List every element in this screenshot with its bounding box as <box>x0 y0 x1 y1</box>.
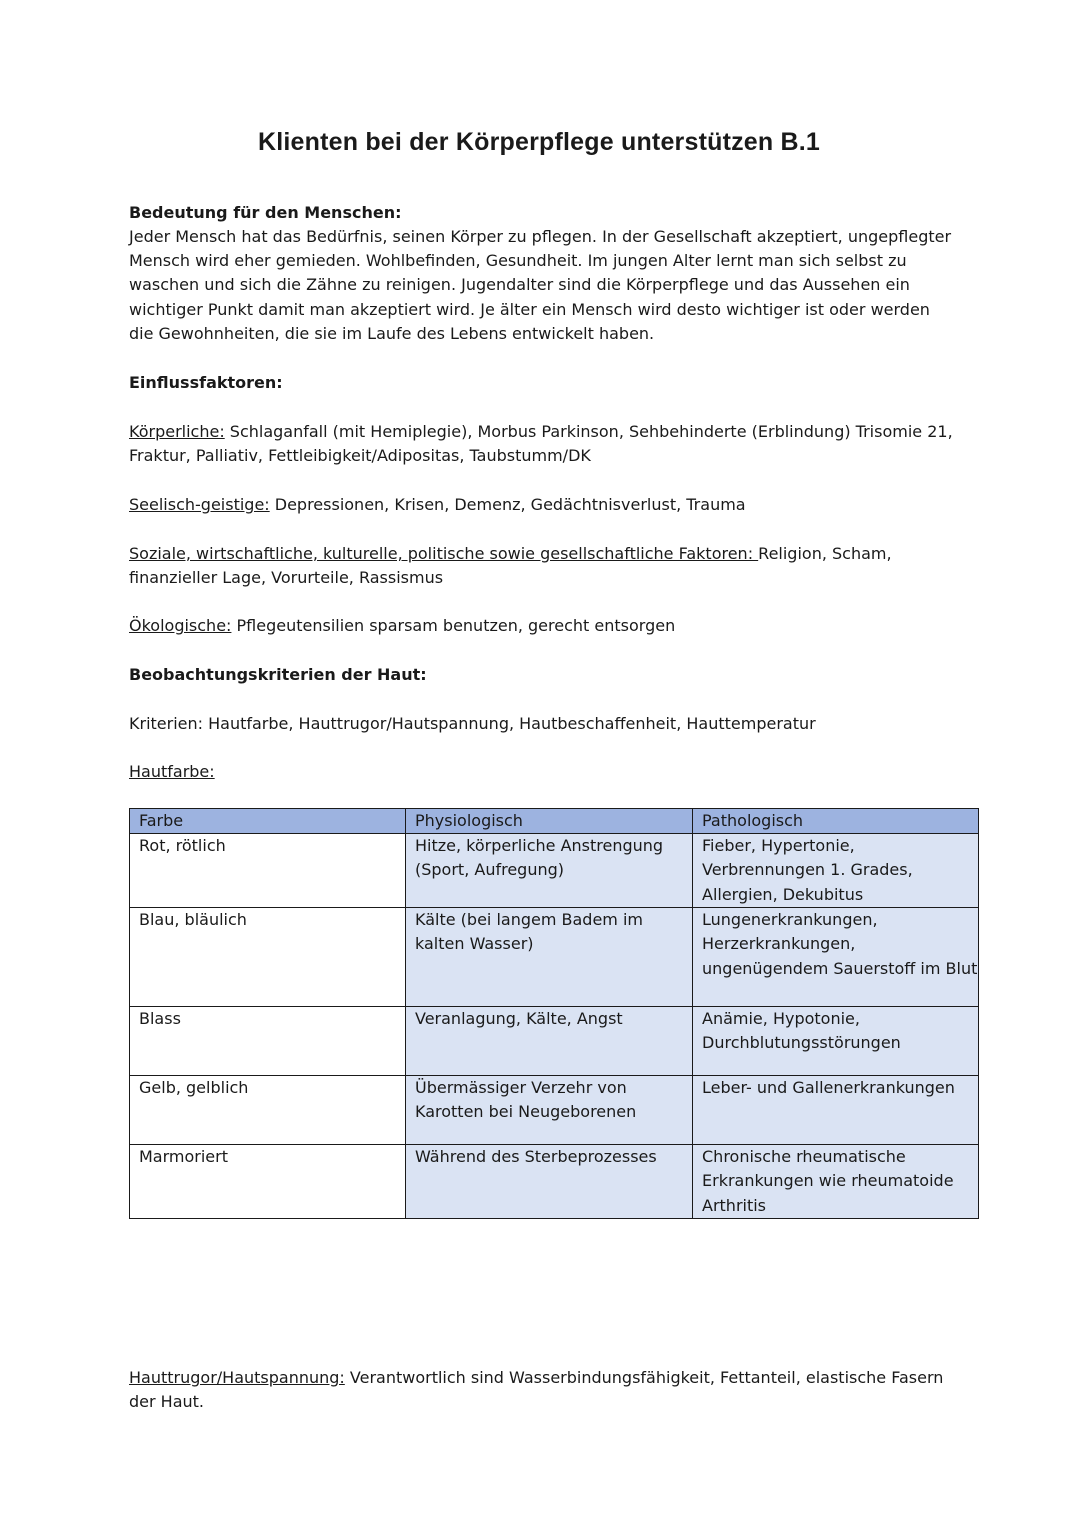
section-heading-bedeutung: Bedeutung für den Menschen: <box>129 203 402 222</box>
section-heading-haut: Beobachtungskriterien der Haut: <box>129 665 427 684</box>
einfluss-koerperlich <box>129 420 959 468</box>
table-header-farbe: Farbe <box>130 809 406 834</box>
seelisch-text: Depressionen, Krisen, Demenz, Gedächtnisverlust, Trauma <box>269 495 746 514</box>
table-cell-farbe: Gelb, gelblich <box>130 1076 406 1145</box>
table-cell-physiologisch: Kälte (bei langem Badem im kalten Wasser) <box>406 908 693 1007</box>
einfluss-oekologisch <box>129 614 959 638</box>
table-cell-pathologisch: Chronische rheumatische Erkrankungen wie rheumatoide Arthritis <box>693 1145 979 1219</box>
table-cell-farbe: Blau, bläulich <box>130 908 406 1007</box>
section-heading-einfluss: Einflussfaktoren: <box>129 373 283 392</box>
hautfarbe-table <box>129 808 979 1219</box>
table-header-row <box>130 809 979 834</box>
table-cell-physiologisch: Übermässiger Verzehr von Karotten bei Neugeborenen <box>406 1076 693 1145</box>
table-cell-farbe: Marmoriert <box>130 1145 406 1219</box>
einfluss-seelisch <box>129 493 959 517</box>
page-title: Klienten bei der Körperpflege unterstützen B.1 <box>257 128 821 156</box>
table-cell-physiologisch: Veranlagung, Kälte, Angst <box>406 1007 693 1076</box>
table-cell-pathologisch: Lungenerkrankungen, Herzerkrankungen, ungenügendem Sauerstoff im Blut <box>693 908 979 1007</box>
table-row <box>130 1007 979 1076</box>
einfluss-sozial <box>129 542 959 590</box>
table-row <box>130 834 979 908</box>
table-row <box>130 908 979 1007</box>
table-cell-pathologisch: Leber- und Gallenerkrankungen <box>693 1076 979 1145</box>
table-cell-physiologisch: Während des Sterbeprozesses <box>406 1145 693 1219</box>
table-header-physiologisch: Physiologisch <box>406 809 693 834</box>
table-cell-physiologisch: Hitze, körperliche Anstrengung (Sport, Aufregung) <box>406 834 693 908</box>
sozial-text: Religion, Scham, finanzieller Lage, Vorurteile, Rassismus <box>129 544 892 588</box>
turgor-label: Hauttrugor/Hautspannung: <box>129 1368 345 1387</box>
table-cell-pathologisch: Fieber, Hypertonie, Verbrennungen 1. Grades, Allergien, Dekubitus <box>693 834 979 908</box>
oeko-text: Pflegeutensilien sparsam benutzen, gerecht entsorgen <box>231 616 676 635</box>
koerperlich-label: Körperliche: <box>129 422 225 441</box>
table-row <box>130 1145 979 1219</box>
table-cell-farbe: Blass <box>130 1007 406 1076</box>
table-header-pathologisch: Pathologisch <box>693 809 979 834</box>
oeko-label: Ökologische: <box>129 616 232 635</box>
turgor-text: Verantwortlich sind Wasserbindungsfähigkeit, Fettanteil, elastische Fasern der Haut. <box>129 1368 944 1412</box>
sozial-label: Soziale, wirtschaftliche, kulturelle, politische sowie gesellschaftliche Faktoren: <box>129 544 759 563</box>
koerperlich-text: Schlaganfall (mit Hemiplegie), Morbus Parkinson, Sehbehinderte (Erblindung) Trisomie 21, Fraktur, Palliativ, Fettleibigkeit/Adipositas, Taubstumm/DK <box>129 422 953 466</box>
table-cell-farbe: Rot, rötlich <box>130 834 406 908</box>
table-cell-pathologisch: Anämie, Hypotonie, Durchblutungsstörungen <box>693 1007 979 1076</box>
table-row <box>130 1076 979 1145</box>
seelisch-label: Seelisch-geistige: <box>129 495 270 514</box>
bedeutung-paragraph: Jeder Mensch hat das Bedürfnis, seinen Körper zu pflegen. In der Gesellschaft akzeptiert, ungepflegter Mensch wird eher gemieden. Wohlbefinden, Gesundheit. Im jungen Alter lernt man sich selbst zu waschen und sich die Zähne zu reinigen. Jugendalter sind die Körperpflege und das Aussehen ein wichtiger Punkt damit man akzeptiert wird. Je älter ein Mensch wird desto wichtiger ist oder werden die Gewohnheiten, die sie im Laufe des Lebens entwickelt haben. <box>129 227 952 343</box>
hautfarbe-label: Hautfarbe: <box>129 762 215 781</box>
haut-kriterien: Kriterien: Hautfarbe, Hauttrugor/Hautspannung, Hautbeschaffenheit, Hauttemperatur <box>129 714 816 733</box>
turgor-paragraph <box>129 1366 959 1414</box>
